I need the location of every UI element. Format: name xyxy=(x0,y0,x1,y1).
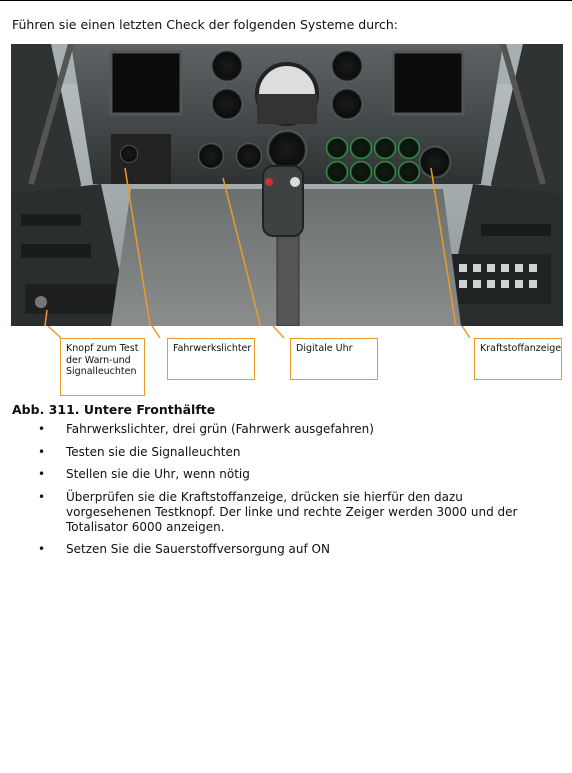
callout-fuel-label: Kraftstoffanzeige xyxy=(480,343,562,354)
cockpit-figure xyxy=(11,44,563,326)
bullet-icon: • xyxy=(38,489,46,504)
list-item: • Überprüfen sie die Kraftstoffanzeige, drücken sie hierfür den dazu vorgesehenen Testknopf. Der linke und rechte Zeiger werden 3000 und der Totalisator 6000 anzeigen. xyxy=(38,489,518,534)
callout-clock-label: Digitale Uhr xyxy=(296,343,353,354)
callout-gear-label: Fahrwerkslichter xyxy=(173,343,252,354)
leader-gear-low xyxy=(152,326,160,338)
cockpit-illustration xyxy=(11,44,563,326)
bullet-icon: • xyxy=(38,467,46,481)
list-item: • Fahrwerkslichter, drei grün (Fahrwerk ausgefahren) xyxy=(38,422,374,436)
callout-digital-clock xyxy=(290,338,378,380)
list-item: • Testen sie die Signalleuchten xyxy=(38,444,241,459)
top-rule xyxy=(0,0,572,1)
callout-fuel-gauge xyxy=(474,338,562,380)
leader-clock-low xyxy=(273,326,284,338)
callout-test-button xyxy=(60,338,145,396)
callout-test-label: Knopf zum Test der Warn-und Signalleuchten xyxy=(66,343,139,377)
callout-gear-lights xyxy=(167,338,255,380)
list-item: • Stellen sie die Uhr, wenn nötig xyxy=(38,467,250,481)
intro-text: Führen sie einen letzten Check der folgenden Systeme durch: xyxy=(12,17,398,32)
bullet-icon: • xyxy=(38,422,46,436)
figure-caption: Abb. 311. Untere Fronthälfte xyxy=(12,402,216,417)
checklist xyxy=(0,422,572,565)
list-item: • Setzen Sie die Sauerstoffversorgung auf ON xyxy=(38,542,330,556)
bullet-icon: • xyxy=(38,444,46,459)
leader-fuel-low xyxy=(462,326,470,338)
leader-test-low xyxy=(48,326,61,338)
bullet-icon: • xyxy=(38,542,46,556)
